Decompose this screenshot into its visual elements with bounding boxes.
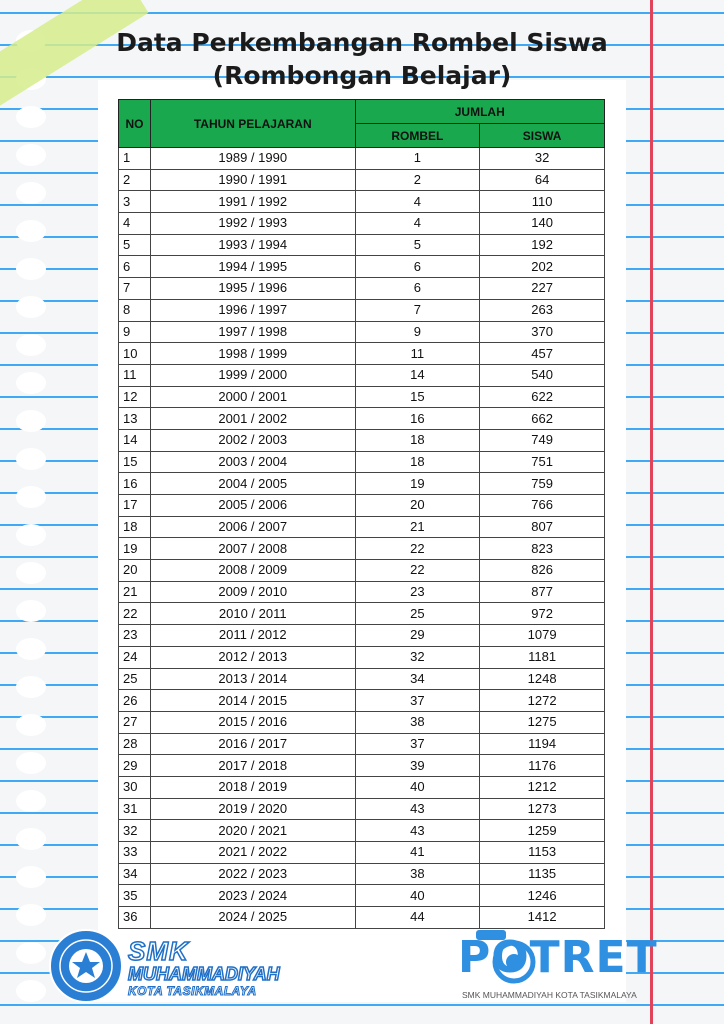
table-row — [119, 516, 605, 538]
title-line-2: (Rombongan Belajar) — [212, 61, 512, 90]
cell-siswa: 32 — [480, 148, 605, 170]
cell-rombel: 40 — [355, 776, 480, 798]
binder-hole — [16, 144, 46, 166]
cell-no: 32 — [119, 820, 151, 842]
cell-no: 3 — [119, 191, 151, 213]
cell-no: 26 — [119, 690, 151, 712]
cell-no: 4 — [119, 213, 151, 235]
cell-no: 25 — [119, 668, 151, 690]
cell-rombel: 1 — [355, 148, 480, 170]
binder-hole — [16, 714, 46, 736]
cell-siswa: 972 — [480, 603, 605, 625]
cell-siswa: 749 — [480, 429, 605, 451]
cell-no: 18 — [119, 516, 151, 538]
cell-rombel: 6 — [355, 256, 480, 278]
table-row — [119, 429, 605, 451]
cell-siswa: 877 — [480, 581, 605, 603]
cell-rombel: 18 — [355, 451, 480, 473]
cell-rombel: 29 — [355, 625, 480, 647]
header-tahun: TAHUN PELAJARAN — [150, 100, 355, 148]
cell-siswa: 1273 — [480, 798, 605, 820]
table-row — [119, 299, 605, 321]
binder-hole — [16, 296, 46, 318]
cell-no: 14 — [119, 429, 151, 451]
table-row — [119, 256, 605, 278]
cell-rombel: 21 — [355, 516, 480, 538]
binder-hole — [16, 828, 46, 850]
cell-no: 8 — [119, 299, 151, 321]
cell-no: 31 — [119, 798, 151, 820]
binder-hole — [16, 790, 46, 812]
cell-rombel: 22 — [355, 560, 480, 582]
smk-wordmark — [128, 938, 280, 997]
table-row — [119, 733, 605, 755]
cell-no: 6 — [119, 256, 151, 278]
binder-hole — [16, 220, 46, 242]
binder-hole — [16, 980, 46, 1002]
cell-rombel: 22 — [355, 538, 480, 560]
cell-siswa: 227 — [480, 278, 605, 300]
table-row — [119, 842, 605, 864]
binder-hole — [16, 904, 46, 926]
table-row — [119, 820, 605, 842]
cell-no: 17 — [119, 495, 151, 517]
cell-tahun: 2009 / 2010 — [150, 581, 355, 603]
binder-hole — [16, 334, 46, 356]
cell-rombel: 7 — [355, 299, 480, 321]
cell-rombel: 43 — [355, 820, 480, 842]
table-row — [119, 234, 605, 256]
table-row — [119, 148, 605, 170]
binder-holes — [16, 0, 52, 1024]
cell-no: 33 — [119, 842, 151, 864]
table-row — [119, 321, 605, 343]
cell-tahun: 1996 / 1997 — [150, 299, 355, 321]
cell-tahun: 2008 / 2009 — [150, 560, 355, 582]
cell-no: 5 — [119, 234, 151, 256]
cell-siswa: 1181 — [480, 646, 605, 668]
binder-hole — [16, 258, 46, 280]
cell-tahun: 1994 / 1995 — [150, 256, 355, 278]
header-no: NO — [119, 100, 151, 148]
table-row — [119, 885, 605, 907]
cell-rombel: 18 — [355, 429, 480, 451]
binder-hole — [16, 372, 46, 394]
cell-tahun: 1995 / 1996 — [150, 278, 355, 300]
cell-siswa: 110 — [480, 191, 605, 213]
cell-tahun: 2000 / 2001 — [150, 386, 355, 408]
cell-rombel: 2 — [355, 169, 480, 191]
cell-no: 35 — [119, 885, 151, 907]
binder-hole — [16, 676, 46, 698]
cell-rombel: 25 — [355, 603, 480, 625]
cell-tahun: 1997 / 1998 — [150, 321, 355, 343]
cell-tahun: 1993 / 1994 — [150, 234, 355, 256]
cell-rombel: 34 — [355, 668, 480, 690]
cell-siswa: 457 — [480, 343, 605, 365]
cell-no: 29 — [119, 755, 151, 777]
cell-rombel: 20 — [355, 495, 480, 517]
binder-hole — [16, 600, 46, 622]
cell-rombel: 38 — [355, 863, 480, 885]
cell-no: 22 — [119, 603, 151, 625]
cell-rombel: 39 — [355, 755, 480, 777]
cell-tahun: 2003 / 2004 — [150, 451, 355, 473]
cell-tahun: 2016 / 2017 — [150, 733, 355, 755]
smk-line-1: SMK — [128, 936, 189, 966]
cell-siswa: 64 — [480, 169, 605, 191]
cell-rombel: 32 — [355, 646, 480, 668]
cell-siswa: 1246 — [480, 885, 605, 907]
cell-tahun: 2021 / 2022 — [150, 842, 355, 864]
page-title — [98, 26, 626, 92]
cell-siswa: 540 — [480, 364, 605, 386]
cell-siswa: 1153 — [480, 842, 605, 864]
cell-no: 23 — [119, 625, 151, 647]
table-row — [119, 408, 605, 430]
cell-tahun: 2014 / 2015 — [150, 690, 355, 712]
cell-rombel: 6 — [355, 278, 480, 300]
cell-rombel: 43 — [355, 798, 480, 820]
cell-siswa: 823 — [480, 538, 605, 560]
cell-siswa: 1135 — [480, 863, 605, 885]
cell-rombel: 23 — [355, 581, 480, 603]
table-row — [119, 538, 605, 560]
cell-no: 24 — [119, 646, 151, 668]
cell-rombel: 40 — [355, 885, 480, 907]
cell-siswa: 1079 — [480, 625, 605, 647]
cell-tahun: 2012 / 2013 — [150, 646, 355, 668]
title-line-1: Data Perkembangan Rombel Siswa — [116, 28, 608, 57]
cell-siswa: 1212 — [480, 776, 605, 798]
potret-wordmark: POTRET — [458, 932, 658, 983]
cell-no: 27 — [119, 711, 151, 733]
cell-siswa: 140 — [480, 213, 605, 235]
cell-rombel: 19 — [355, 473, 480, 495]
table-row — [119, 364, 605, 386]
cell-siswa: 1176 — [480, 755, 605, 777]
cell-no: 34 — [119, 863, 151, 885]
cell-rombel: 15 — [355, 386, 480, 408]
cell-rombel: 37 — [355, 690, 480, 712]
table-row — [119, 711, 605, 733]
cell-siswa: 751 — [480, 451, 605, 473]
binder-hole — [16, 638, 46, 660]
table-row — [119, 581, 605, 603]
table-row — [119, 603, 605, 625]
table-row — [119, 690, 605, 712]
cell-no: 16 — [119, 473, 151, 495]
cell-rombel: 9 — [355, 321, 480, 343]
table-row — [119, 863, 605, 885]
cell-siswa: 826 — [480, 560, 605, 582]
table-row — [119, 625, 605, 647]
cell-no: 12 — [119, 386, 151, 408]
binder-hole — [16, 562, 46, 584]
cell-rombel: 44 — [355, 907, 480, 929]
table-row — [119, 451, 605, 473]
cell-siswa: 202 — [480, 256, 605, 278]
cell-tahun: 2018 / 2019 — [150, 776, 355, 798]
cell-no: 11 — [119, 364, 151, 386]
cell-siswa: 1248 — [480, 668, 605, 690]
table-row — [119, 278, 605, 300]
cell-no: 30 — [119, 776, 151, 798]
table-row — [119, 169, 605, 191]
cell-tahun: 2004 / 2005 — [150, 473, 355, 495]
table-row — [119, 755, 605, 777]
table-row — [119, 776, 605, 798]
cell-no: 19 — [119, 538, 151, 560]
cell-siswa: 759 — [480, 473, 605, 495]
cell-siswa: 263 — [480, 299, 605, 321]
cell-siswa: 807 — [480, 516, 605, 538]
cell-tahun: 2001 / 2002 — [150, 408, 355, 430]
rombel-table — [118, 99, 605, 929]
school-emblem-icon — [48, 928, 124, 1004]
cell-rombel: 41 — [355, 842, 480, 864]
cell-tahun: 2005 / 2006 — [150, 495, 355, 517]
smk-logo — [48, 928, 288, 1008]
table-row — [119, 907, 605, 929]
cell-siswa: 1412 — [480, 907, 605, 929]
table-row — [119, 191, 605, 213]
cell-no: 2 — [119, 169, 151, 191]
cell-tahun: 2010 / 2011 — [150, 603, 355, 625]
header-siswa: SISWA — [480, 124, 605, 148]
header-rombel: ROMBEL — [355, 124, 480, 148]
table-row — [119, 495, 605, 517]
cell-siswa: 766 — [480, 495, 605, 517]
binder-hole — [16, 448, 46, 470]
potret-logo — [458, 928, 658, 1008]
cell-tahun: 2007 / 2008 — [150, 538, 355, 560]
cell-tahun: 2019 / 2020 — [150, 798, 355, 820]
cell-siswa: 1259 — [480, 820, 605, 842]
cell-siswa: 370 — [480, 321, 605, 343]
cell-no: 20 — [119, 560, 151, 582]
table-row — [119, 646, 605, 668]
binder-hole — [16, 752, 46, 774]
cell-rombel: 16 — [355, 408, 480, 430]
cell-tahun: 2023 / 2024 — [150, 885, 355, 907]
cell-no: 10 — [119, 343, 151, 365]
smk-line-2: MUHAMMADIYAH — [128, 964, 280, 984]
table-row — [119, 386, 605, 408]
table-body — [119, 148, 605, 929]
cell-no: 15 — [119, 451, 151, 473]
cell-tahun: 2002 / 2003 — [150, 429, 355, 451]
cell-tahun: 1999 / 2000 — [150, 364, 355, 386]
cell-tahun: 1991 / 1992 — [150, 191, 355, 213]
binder-hole — [16, 866, 46, 888]
binder-hole — [16, 486, 46, 508]
table-row — [119, 560, 605, 582]
cell-siswa: 1272 — [480, 690, 605, 712]
cell-siswa: 1194 — [480, 733, 605, 755]
cell-rombel: 4 — [355, 191, 480, 213]
cell-siswa: 622 — [480, 386, 605, 408]
cell-no: 7 — [119, 278, 151, 300]
cell-tahun: 2024 / 2025 — [150, 907, 355, 929]
binder-hole — [16, 106, 46, 128]
cell-no: 28 — [119, 733, 151, 755]
cell-tahun: 2022 / 2023 — [150, 863, 355, 885]
binder-hole — [16, 524, 46, 546]
potret-subtitle: SMK MUHAMMADIYAH KOTA TASIKMALAYA — [462, 990, 637, 1000]
cell-tahun: 2017 / 2018 — [150, 755, 355, 777]
binder-hole — [16, 942, 46, 964]
cell-rombel: 11 — [355, 343, 480, 365]
table-row — [119, 798, 605, 820]
cell-tahun: 2006 / 2007 — [150, 516, 355, 538]
cell-tahun: 1989 / 1990 — [150, 148, 355, 170]
margin-line — [650, 0, 653, 1024]
cell-rombel: 5 — [355, 234, 480, 256]
table-row — [119, 343, 605, 365]
table-row — [119, 473, 605, 495]
cell-no: 9 — [119, 321, 151, 343]
binder-hole — [16, 182, 46, 204]
table-row — [119, 213, 605, 235]
cell-tahun: 1990 / 1991 — [150, 169, 355, 191]
cell-no: 13 — [119, 408, 151, 430]
cell-tahun: 2011 / 2012 — [150, 625, 355, 647]
cell-no: 1 — [119, 148, 151, 170]
table-row — [119, 668, 605, 690]
binder-hole — [16, 410, 46, 432]
cell-tahun: 1992 / 1993 — [150, 213, 355, 235]
cell-no: 36 — [119, 907, 151, 929]
cell-siswa: 1275 — [480, 711, 605, 733]
header-jumlah: JUMLAH — [355, 100, 604, 124]
cell-tahun: 2013 / 2014 — [150, 668, 355, 690]
cell-rombel: 14 — [355, 364, 480, 386]
cell-no: 21 — [119, 581, 151, 603]
cell-siswa: 662 — [480, 408, 605, 430]
smk-line-3: KOTA TASIKMALAYA — [128, 984, 257, 998]
cell-tahun: 2015 / 2016 — [150, 711, 355, 733]
cell-siswa: 192 — [480, 234, 605, 256]
cell-rombel: 37 — [355, 733, 480, 755]
cell-rombel: 38 — [355, 711, 480, 733]
cell-tahun: 2020 / 2021 — [150, 820, 355, 842]
cell-tahun: 1998 / 1999 — [150, 343, 355, 365]
cell-rombel: 4 — [355, 213, 480, 235]
